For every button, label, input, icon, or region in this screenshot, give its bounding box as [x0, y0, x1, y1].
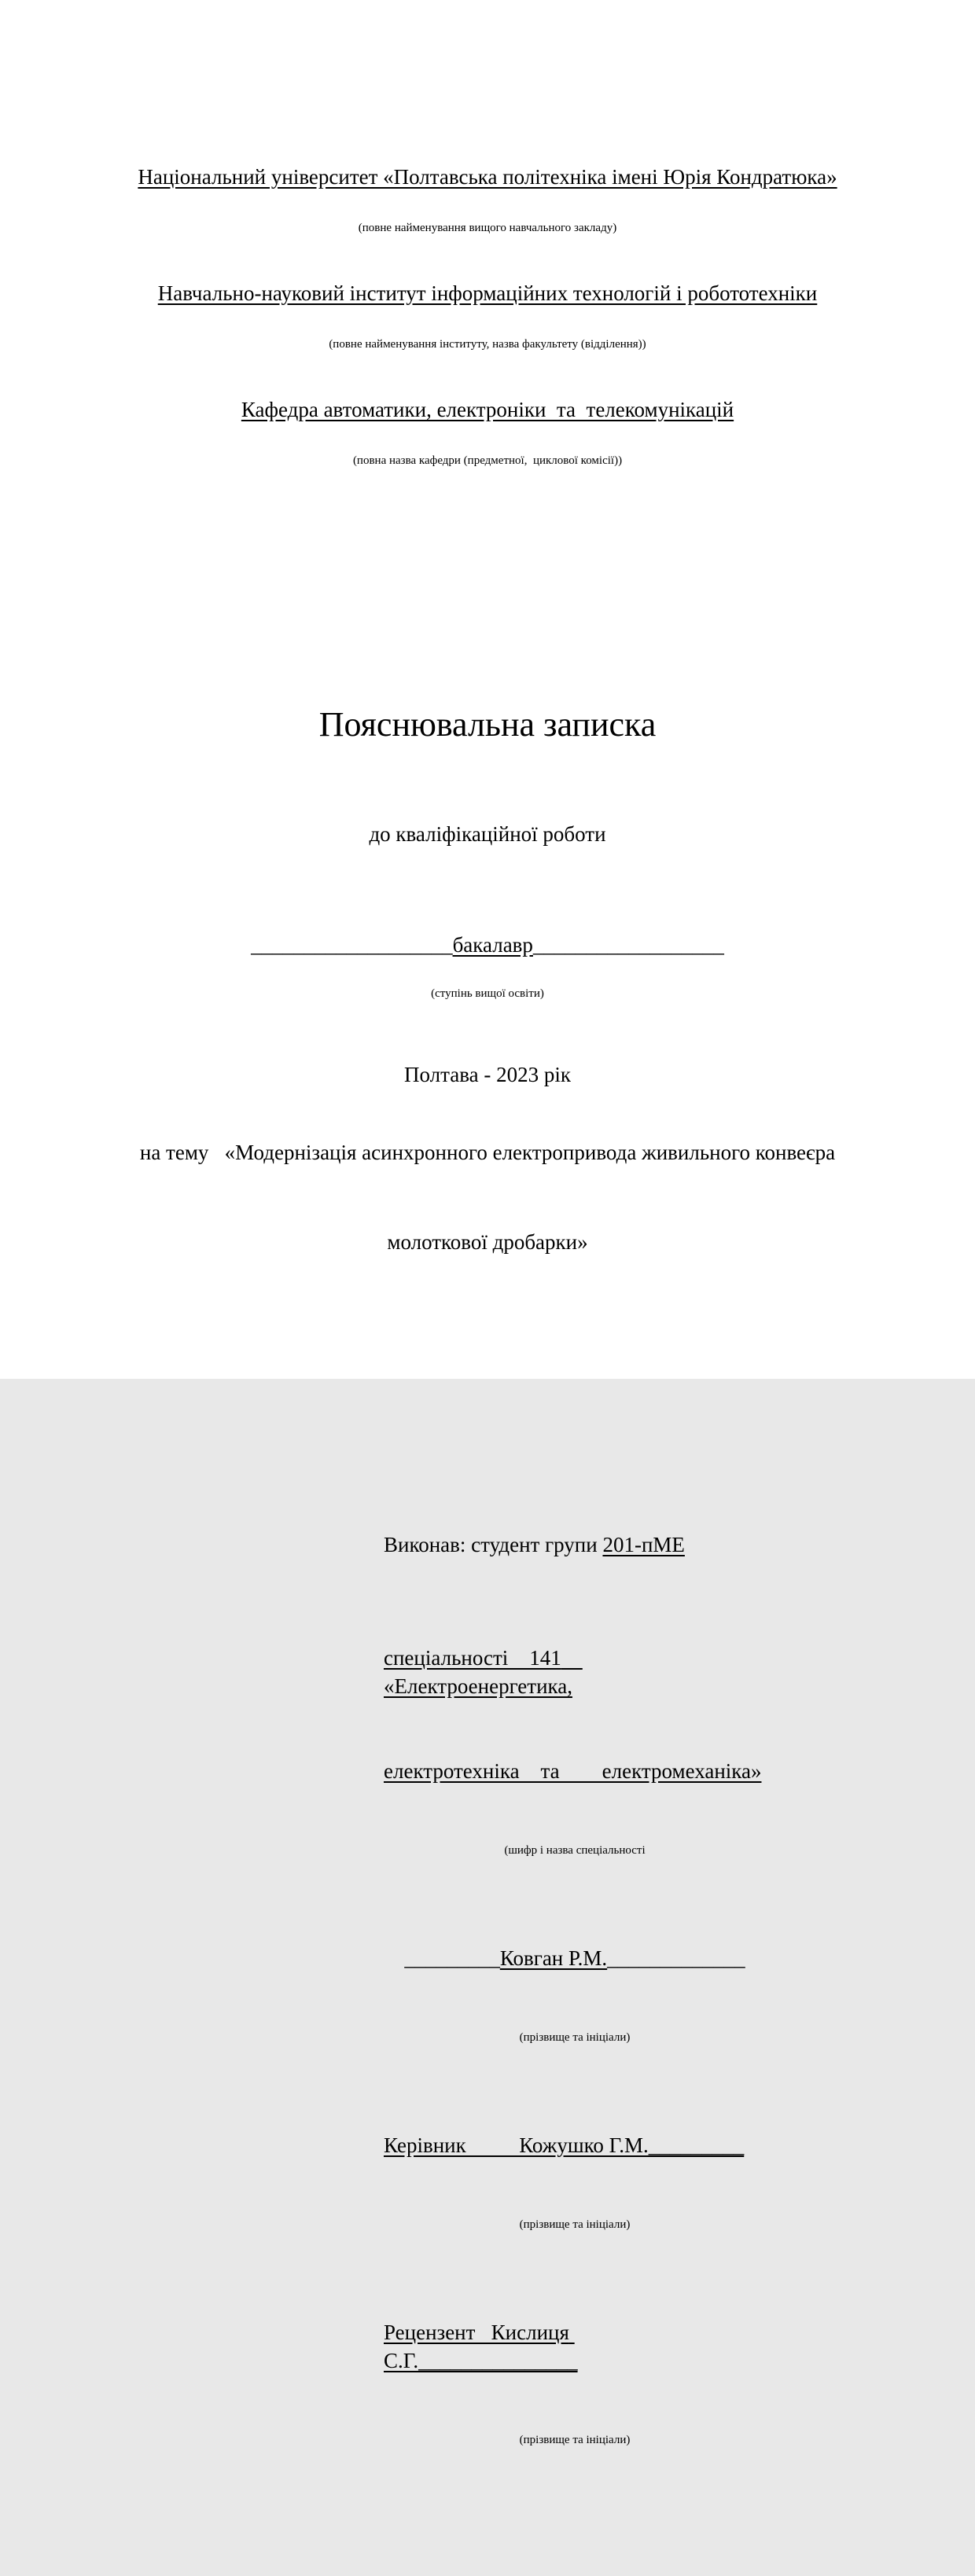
speciality-caption: (шифр і назва спеціальності: [504, 1844, 646, 1857]
student-line: [384, 1944, 766, 1972]
executor-block: [384, 1474, 766, 2505]
supervisor-caption: (прізвище та ініціали): [519, 2218, 631, 2231]
header-block: [0, 135, 975, 498]
document-title: Пояснювальна записка: [318, 705, 657, 744]
topic-line-2: молоткової дробарки»: [387, 1230, 588, 1254]
speciality-line-1: спеціальності 141 «Електроенергетика,: [384, 1646, 583, 1698]
student-group: 201-пМЕ: [602, 1533, 685, 1556]
institute-caption: (повне найменування інституту, назва факультету (відділення)): [329, 338, 646, 351]
reviewer-line: Рецензент Кислиця С.Г._______________: [384, 2321, 578, 2372]
student-caption: (прізвище та ініціали): [519, 2031, 631, 2044]
footer-city-year: Полтава - 2023 рік: [404, 1063, 571, 1086]
institute-name: Навчально-науковий інститут інформаційних технологій і робототехніки: [157, 281, 818, 305]
department-name: Кафедра автоматики, електроніки та телекомунікацій: [241, 398, 734, 421]
reviewer-caption: (прізвище та ініціали): [519, 2434, 631, 2446]
department-caption: (повна назва кафедри (предметної, циклової комісії)): [352, 454, 623, 467]
degree-caption: (ступінь вищої освіти): [431, 987, 544, 1000]
topic-line-1: на тему «Модернізація асинхронного електропривода живильного конвеєра: [139, 1141, 836, 1164]
university-name: Національний університет «Полтавська політехніка імені Юрія Кондратюка»: [138, 165, 837, 189]
performed-prefix: Виконав: студент групи: [384, 1533, 603, 1556]
topic-block: [0, 1078, 975, 1317]
supervisor-line: Керівник Кожушко Г.М._________: [384, 2133, 745, 2157]
university-caption: (повне найменування вищого навчального закладу): [358, 222, 617, 234]
speciality-line-2: електротехніка та електромеханіка»: [384, 1759, 762, 1783]
document-subtitle: до кваліфікаційної роботи: [369, 822, 606, 846]
performed-line: [384, 1531, 766, 1559]
student-right-fill: _____________: [607, 1946, 745, 1970]
degree-line: [0, 933, 975, 957]
student-name: Ковган Р.М.: [499, 1946, 608, 1970]
student-left-fill: _________: [404, 1946, 500, 1970]
degree-right-fill: __________________: [532, 933, 724, 957]
degree-left-fill: ___________________: [251, 933, 453, 957]
degree-value: бакалавр: [452, 933, 533, 957]
